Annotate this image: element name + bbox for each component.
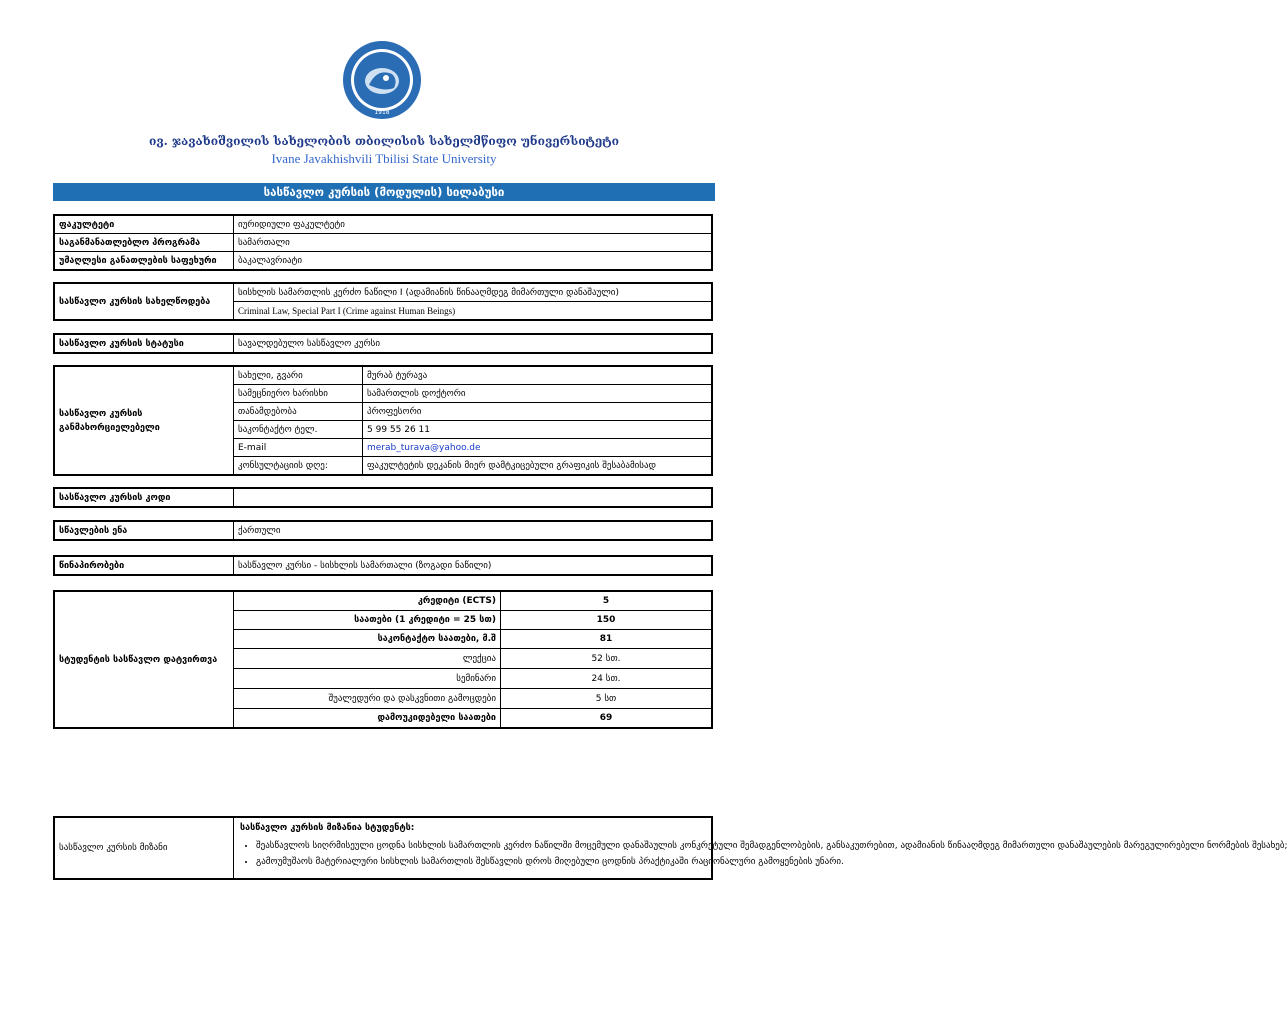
- instructor-table: [53, 365, 713, 476]
- workload-key: დამოუკიდებელი საათები: [234, 709, 501, 729]
- table-row: [54, 591, 712, 611]
- instructor-value: სამართლის დოქტორი: [363, 385, 713, 403]
- prerequisites-table: [53, 555, 713, 576]
- course-name-georgian: სისხლის სამართლის კერძო ნაწილი I (ადამიანის წინააღმდეგ მიმართული დანაშაული): [234, 283, 713, 302]
- course-code-value: [234, 488, 713, 507]
- workload-value: 150: [501, 611, 713, 630]
- language-value: ქართული: [234, 521, 713, 540]
- workload-key: კრედიტი (ECTS): [234, 591, 501, 611]
- prerequisites-label: წინაპირობები: [54, 556, 234, 575]
- instructor-value: მურაბ ტურავა: [363, 366, 713, 385]
- workload-key: სემინარი: [234, 669, 501, 689]
- table-row: [54, 215, 712, 234]
- course-status-label: სასწავლო კურსის სტატუსი: [54, 334, 234, 353]
- table-row: [54, 556, 712, 575]
- instructor-email-link[interactable]: merab_turava@yahoo.de: [363, 439, 713, 457]
- syllabus-title-banner: სასწავლო კურსის (მოდულის) სილაბუსი: [53, 183, 715, 201]
- workload-value: 69: [501, 709, 713, 729]
- instructor-key: თანამდებობა: [234, 403, 363, 421]
- instructor-value: ფაკულტეტის დეკანის მიერ დამტკიცებული გრაფიკის შესაბამისად: [363, 457, 713, 476]
- instructor-key: E-mail: [234, 439, 363, 457]
- instructor-value: პროფესორი: [363, 403, 713, 421]
- course-status-value: სავალდებულო სასწავლო კურსი: [234, 334, 713, 353]
- table-row: [54, 366, 712, 385]
- table-row: [54, 817, 712, 879]
- workload-key: ლექცია: [234, 649, 501, 669]
- workload-value: 52 სთ.: [501, 649, 713, 669]
- instructor-key: კონსულტაციის დღე:: [234, 457, 363, 476]
- workload-key: შუალედური და დასკვნითი გამოცდები: [234, 689, 501, 709]
- course-aim-label: სასწავლო კურსის მიზანი: [54, 817, 234, 879]
- level-label: უმაღლესი განათლების საფეხური: [54, 252, 234, 271]
- table-row: [54, 488, 712, 507]
- table-row: [54, 334, 712, 353]
- university-seal-logo: [342, 40, 422, 120]
- course-aim-content: [234, 817, 1288, 879]
- language-table: [53, 520, 713, 541]
- instructor-key: სამეცნიერო ხარისხი: [234, 385, 363, 403]
- course-name-english: Criminal Law, Special Part I (Crime against Human Beings): [234, 302, 713, 321]
- workload-value: 81: [501, 630, 713, 649]
- university-name-english: Ivane Javakhishvili Tbilisi State University: [271, 151, 497, 166]
- course-code-table: [53, 487, 713, 508]
- table-row: [54, 252, 712, 271]
- course-name-table: [53, 282, 713, 321]
- workload-value: 24 სთ.: [501, 669, 713, 689]
- prerequisites-value: სასწავლო კურსი - სისხლის სამართალი (ზოგადი ნაწილი): [234, 556, 713, 575]
- course-aim-table: [53, 816, 1288, 880]
- faculty-value: იურიდიული ფაკულტეტი: [234, 215, 713, 234]
- course-aim-list: [240, 840, 1288, 868]
- table-row: [54, 283, 712, 302]
- workload-label: სტუდენტის სასწავლო დატვირთვა: [54, 591, 234, 728]
- list-item: • გამოუმუშაოს მატერიალური სისხლის სამართლის შესწავლის დროს მიღებული ცოდნის პრაქტიკაში რაციონალური გამოყენების უნარი.: [256, 856, 705, 868]
- level-value: ბაკალავრიატი: [234, 252, 713, 271]
- table-row: [54, 234, 712, 252]
- course-code-label: სასწავლო კურსის კოდი: [54, 488, 234, 507]
- workload-table: [53, 590, 713, 729]
- table-row: [54, 521, 712, 540]
- instructor-key: საკონტაქტო ტელ.: [234, 421, 363, 439]
- course-aim-heading: სასწავლო კურსის მიზანია სტუდენტს:: [240, 823, 415, 833]
- list-item: • შეასწავლოს სიღრმისეული ცოდნა სისხლის სამართლის კერძო ნაწილში მოცემული დანაშაულის კონკრეტული შემადგენლობების, განსაკუთრებით, ადამიანის წინააღმდეგ მიმართული დანაშაულების მარეგულირებელი ნორმების შესახებ;: [256, 840, 705, 852]
- instructor-phone: 5 99 55 26 11: [363, 421, 713, 439]
- instructor-label: სასწავლო კურსის განმახორციელებელი: [54, 366, 234, 475]
- course-name-label: სასწავლო კურსის სახელწოდება: [54, 283, 234, 320]
- logo-year: 1918: [374, 109, 390, 116]
- instructor-key: სახელი, გვარი: [234, 366, 363, 385]
- course-status-table: [53, 333, 713, 354]
- faculty-table: [53, 214, 713, 271]
- language-label: სწავლების ენა: [54, 521, 234, 540]
- faculty-label: ფაკულტეტი: [54, 215, 234, 234]
- workload-value: 5: [501, 591, 713, 611]
- workload-key: საათები (1 კრედიტი = 25 სთ): [234, 611, 501, 630]
- program-label: საგანმანათლებლო პროგრამა: [54, 234, 234, 252]
- workload-key: საკონტაქტო საათები, მ.შ: [234, 630, 501, 649]
- workload-value: 5 სთ: [501, 689, 713, 709]
- program-value: სამართალი: [234, 234, 713, 252]
- university-name-georgian: ივ. ჯავახიშვილის სახელობის თბილისის სახელმწიფო უნივერსიტეტი: [148, 134, 619, 148]
